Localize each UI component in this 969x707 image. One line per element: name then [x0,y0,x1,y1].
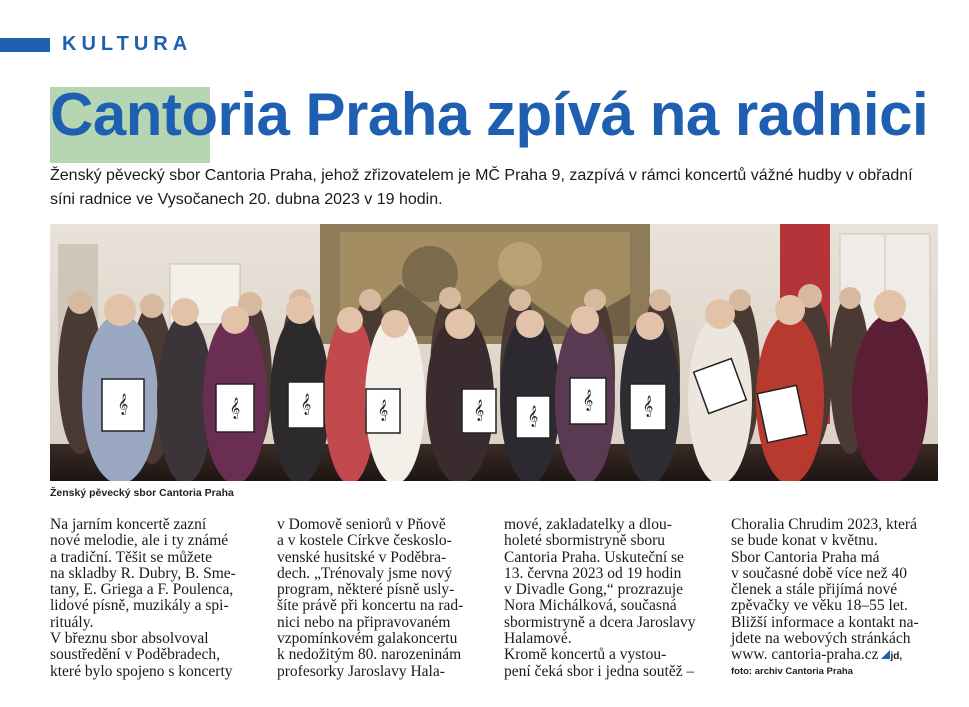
svg-text:𝄞: 𝄞 [642,396,654,417]
choir-photo-illustration [50,224,938,481]
author-signature: jd, [890,651,903,663]
svg-text:𝄞: 𝄞 [117,394,129,415]
article-lede: Ženský pěvecký sbor Cantoria Praha, jehož zřizovatelem je MČ Praha 9, zazpívá v rámci koncertů vážné hudby v obřadní síni radnice ve Vysočanech 20. dubna 2023 v 19 hodin. [50,167,913,208]
article-paragraph: Na jarním koncertě zazní nové melodie, ale i ty známé a tradiční. Těšit se můžete na skladby R. Dubry, B. Sme- tany, E. Griega a F. Poulenca, lidové písně, muzikály a spi- rituály. [50,516,236,631]
photo-credit: foto: archiv Cantoria Praha [731,666,853,677]
svg-text:𝄞: 𝄞 [527,406,539,427]
article-paragraph-text: Sbor Cantoria Praha má v současné době více než 40 členek a stále přijímá nové zpěvačky ve věku 18–55 let. Bližší informace a kontakt na- jdete na webových stránkách www. cantoria-praha.cz [731,548,919,664]
choir-photo [50,224,938,481]
article-column-1 [50,517,260,680]
photo-caption: Ženský pěvecký sbor Cantoria Praha [50,487,234,499]
article-paragraph: V březnu sbor absolvoval soustředění v Poděbradech, které bylo spojeno s koncerty [50,630,233,680]
svg-text:𝄞: 𝄞 [377,400,389,421]
article-column-3 [504,517,714,680]
article-column-2 [277,517,487,680]
article-paragraph: Choralia Chrudim 2023, která se bude konat v květnu. [731,516,917,550]
article-headline: Cantoria Praha zpívá na radnici [50,81,929,148]
section-label: KULTURA [62,33,193,55]
article-paragraph: Kromě koncertů a vystou- pení čeká sbor i jedna soutěž – [504,646,695,680]
svg-text:𝄞: 𝄞 [229,398,241,419]
section-bar [0,38,50,52]
svg-text:𝄞: 𝄞 [300,394,312,415]
article-paragraph-last [731,550,946,666]
article-paragraph: mové, zakladatelky a dlou- holeté sbormistryně sboru Cantoria Praha. Uskuteční se 13. června 2023 od 19 hodin v Divadle Gong,“ prozrazuje Nora Michálková, současná sbormistryně a dcera Jaroslavy Halamové. [504,516,696,648]
article-paragraph: v Domově seniorů v Pňově a v kostele Církve českoslo- venské husitské v Poděbra- dech. „Trénovaly jsme nový program, některé písně usly- šíte právě při koncertu na rad- nici nebo na připravovaném vzpomínkovém galakoncertu k nedožitým 80. narozeninám profesorky Jaroslavy Hala- [277,516,464,680]
article-column-4 [731,517,946,666]
svg-text:𝄞: 𝄞 [473,400,485,421]
svg-text:𝄞: 𝄞 [582,390,594,411]
